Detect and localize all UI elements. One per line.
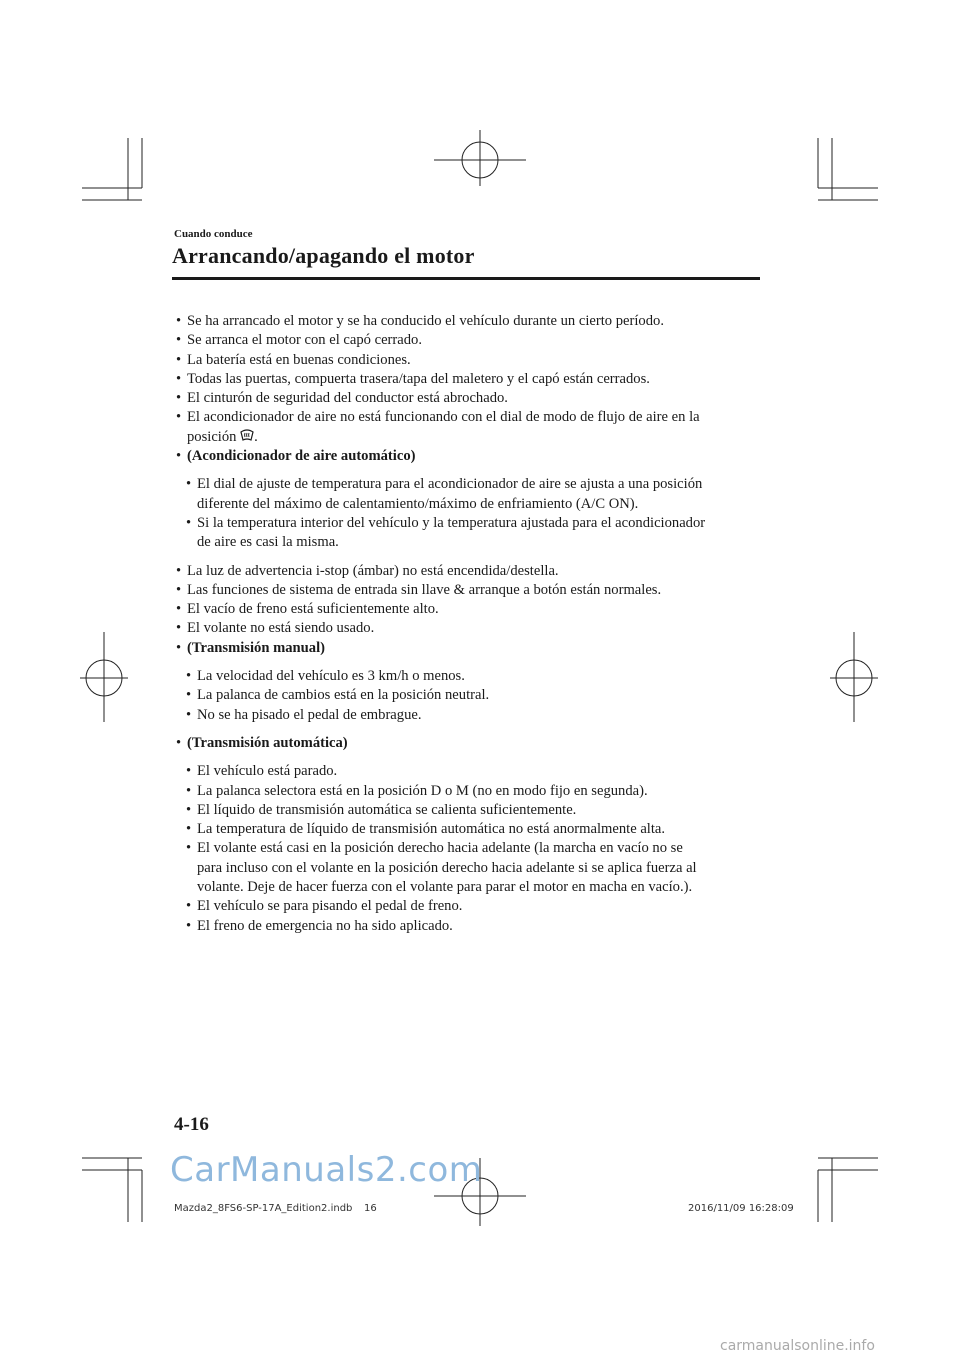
manual-list — [186, 667, 766, 725]
bullet: • — [176, 332, 182, 349]
bullet: • — [176, 390, 182, 407]
bullet: • — [176, 734, 182, 751]
list-item: • La batería está en buenas condiciones. — [176, 351, 766, 370]
bullet: • — [186, 763, 192, 780]
list-item: • Todas las puertas, compuerta trasera/tapa del maletero y el capó están cerrados. — [176, 370, 766, 389]
list-item: • El volante no está siendo usado. — [176, 619, 766, 638]
footer-timestamp: 2016/11/09 16:28:09 — [688, 1203, 794, 1214]
list-item: • El dial de ajuste de temperatura para el acondicionador de aire se ajusta a una posición diferente del máximo de calentamiento/máximo de enfriamiento (A/C ON). — [186, 476, 703, 512]
list-item: • La temperatura de líquido de transmisión automática no está anormalmente alta. — [186, 820, 766, 839]
section-label: Cuando conduce — [174, 228, 253, 240]
list-item — [176, 447, 766, 466]
bullet: • — [176, 370, 182, 387]
list-item: • El vacío de freno está suficientemente alto. — [176, 600, 766, 619]
bullet: • — [176, 351, 182, 368]
list-item: • El acondicionador de aire no está funcionando con el dial de modo de flujo de aire en la posición . — [176, 409, 700, 445]
list-item: • El vehículo está parado. — [186, 762, 766, 781]
list-item: • El freno de emergencia no ha sido aplicado. — [186, 917, 766, 936]
bullet: • — [186, 706, 192, 723]
bullet: • — [176, 601, 182, 618]
bullet: • — [176, 639, 182, 656]
page-number: 4-16 — [174, 1114, 209, 1135]
page-title: Arrancando/apagando el motor — [172, 243, 475, 268]
list-item: • El vehículo se para pisando el pedal de freno. — [186, 897, 766, 916]
list-item: • Las funciones de sistema de entrada sin llave & arranque a botón están normales. — [176, 581, 766, 600]
manual-heading: (Transmisión manual) — [187, 639, 325, 656]
bullet: • — [176, 313, 182, 329]
auto-ac-list — [186, 475, 766, 552]
bullet: • — [186, 917, 192, 934]
conditions-list — [176, 312, 766, 936]
bullet: • — [186, 476, 192, 493]
site-watermark: carmanualsonline.info — [720, 1338, 875, 1354]
list-item — [176, 734, 766, 753]
list-item: • La palanca selectora está en la posición D o M (no en modo fijo en segunda). — [186, 782, 766, 801]
list-item: • Se ha arrancado el motor y se ha conducido el vehículo durante un cierto período. — [176, 312, 766, 331]
bullet: • — [176, 581, 182, 598]
bullet: • — [176, 620, 182, 637]
list-item: • El líquido de transmisión automática se calienta suficientemente. — [186, 801, 766, 820]
list-item: • El volante está casi en la posición derecho hacia adelante (la marcha en vacío no se para incluso con el volante en la posición derecho hacia adelante si se aplica fuerza al volante. Deje de hacer fuerza con el volante para parar el motor en macha en vacío.). — [186, 840, 697, 896]
bullet: • — [176, 409, 182, 426]
list-item — [176, 639, 766, 658]
windshield-defroster-icon — [240, 429, 254, 442]
bullet: • — [186, 668, 192, 685]
list-item: • La palanca de cambios está en la posición neutral. — [186, 686, 766, 705]
auto-ac-heading: (Acondicionador de aire automático) — [187, 448, 416, 465]
bullet: • — [186, 821, 192, 838]
list-item: • Si la temperatura interior del vehículo y la temperatura ajustada para el acondicionador de aire es casi la misma. — [186, 514, 706, 551]
footer-file-page: 16 — [364, 1203, 377, 1214]
bullet: • — [186, 514, 192, 531]
footer-filename: Mazda2_8FS6-SP-17A_Edition2.indb — [174, 1203, 353, 1214]
list-item: • El cinturón de seguridad del conductor está abrochado. — [176, 389, 766, 408]
list-item: • La velocidad del vehículo es 3 km/h o menos. — [186, 667, 766, 686]
bullet: • — [176, 562, 182, 579]
bullet: • — [186, 898, 192, 915]
bullet: • — [176, 448, 182, 465]
list-item: • La luz de advertencia i-stop (ámbar) no está encendida/destella. — [176, 562, 766, 581]
automatic-list — [186, 762, 766, 936]
bullet: • — [186, 687, 192, 704]
watermark-logo: CarManuals2.com — [170, 1150, 483, 1190]
list-item: • No se ha pisado el pedal de embrague. — [186, 706, 766, 725]
automatic-heading: (Transmisión automática) — [187, 734, 348, 751]
list-item: • Se arranca el motor con el capó cerrado. — [176, 331, 766, 350]
bullet: • — [186, 801, 192, 818]
bullet: • — [186, 840, 192, 857]
title-divider — [172, 277, 760, 280]
bullet: • — [186, 782, 192, 799]
